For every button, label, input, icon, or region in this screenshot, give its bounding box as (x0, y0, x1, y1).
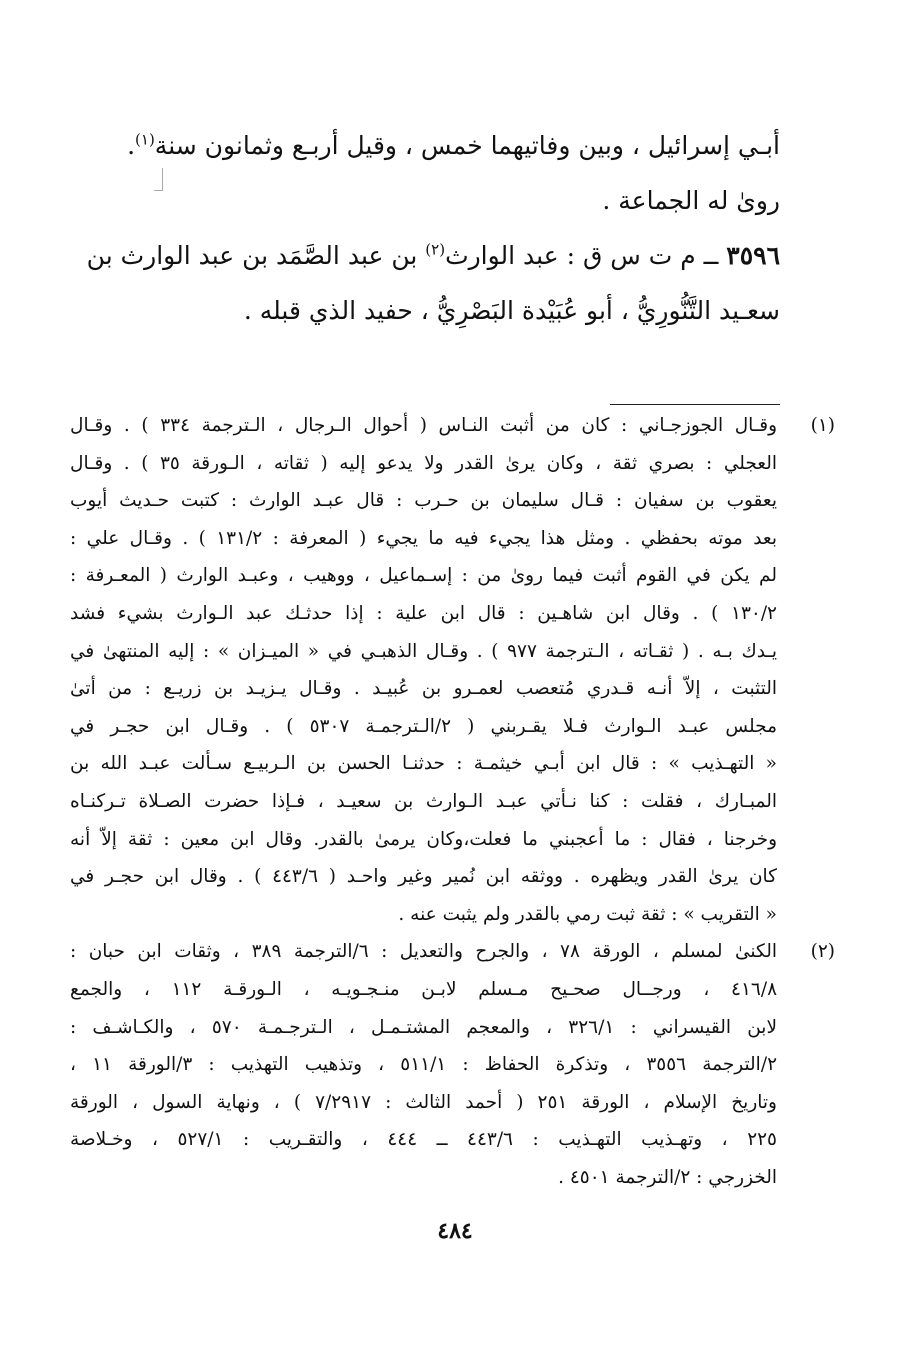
footnote-1 (70, 407, 835, 933)
footnote-ref-2[interactable]: (٢) (425, 240, 446, 259)
entry-number: ٣٥٩٦ (726, 241, 780, 270)
footnote-line: ٢٢٥ ، وتهـذيب التهـذيب : ٤٤٣/٦ ــ ٤٤٤ ، والتقـريب : ٥٢٧/١ ، وخـلاصة (70, 1129, 777, 1151)
footnote-line: التثبت ، إلاّ أنـه قـدري مُتعصب لعمـرو بن عُبيـد . وقـال يـزيـد بن زريـع : من أتىٰ (70, 678, 777, 700)
footnote-line: ٢/الترجمة ٣٥٥٦ ، وتذكرة الحفاظ : ٥١١/١ ، وتذهيب التهذيب : ٣/الورقة ١١ ، (70, 1054, 777, 1076)
footnote-line: وخرجنا ، فقال : ما أعجبني ما فعلت،وكان يرمىٰ بالقدر. وقال ابن معين : ثقة إلاّ أنه (70, 828, 777, 850)
footnote-number: (٢) (810, 941, 835, 963)
footnote-line: وتاريخ الإسلام ، الورقة ٢٥١ ( أحمد الثالث : ٧/٢٩١٧ ) ، ونهاية السول ، الورقة (70, 1091, 777, 1113)
page-number: ٤٨٤ (437, 1218, 473, 1244)
footnote-line: ١٣٠/٢ ) . وقال ابن شاهـين : قال ابن علية : إذا حدثـك عبد الـوارث بشيء فشد (70, 602, 777, 624)
footnote-line: العجلي : بصري ثقة ، وكان يرىٰ القدر ولا يدعو إليه ( ثقاته ، الـورقة ٣٥ ) . وقـال (70, 452, 778, 474)
footnote-2 (70, 933, 835, 1196)
footnotes (70, 407, 835, 1196)
footnote-line: لم يكن في القوم أثبت فيما روىٰ من : إسـماعيل ، ووهيب ، وعبـد الوارث ( المعـرفة : (70, 565, 777, 587)
main-text (72, 118, 780, 338)
entry-name: عبد الوارث (445, 241, 559, 270)
footnote-line: ٤١٦/٨ ، ورجــال صحـيح مـسلم لابـن منـجـويـه ، الـورقـة ١١٢ ، والجمع (70, 978, 778, 1000)
footnote-line: الخزرجي : ٢/الترجمة ٤٥٠١ . (558, 1166, 777, 1188)
footnote-number: (١) (810, 415, 835, 436)
main-line-4: سعـيد التَّنُّورِيُّ ، أبو عُبَيْدة البَصْرِيُّ ، حفيد الذي قبله . (243, 296, 780, 325)
entry-heading: ٣٥٩٦ ــ م ت س ق : عبد الوارث$^{(٢)}$ بن عبد الصَّمَد بن عبد الوارث بن (86, 240, 780, 270)
footnote-line: « التهـذيب » : قال ابن أبـي خيثمـة : حدثنـا الحسن بن الـربيـع سـألت عبـد الله بن (70, 753, 777, 775)
footnote-line: وقـال الجوزجـاني : كان من أثبت النـاس ( أحوال الـرجال ، الـترجمة ٣٣٤ ) . وقـال (70, 415, 778, 436)
footnote-line: « التقريب » : ثقة ثبت رمي بالقدر ولم يثبت عنه . (398, 903, 777, 925)
footnote-line: مجلس عبـد الـوارث فـلا يقـربني ( ٢/الـترجمـة ٥٣٠٧ ) . وقـال ابن حجـر في (70, 715, 777, 737)
footnote-line: بعد موته بحفظي . ومثل هذا يجيء فيه ما يجيء ( المعرفة : ١٣١/٢ ) . وقـال علي : (70, 527, 777, 549)
entry-sigla: ــ م ت س ق : (566, 241, 719, 270)
footnote-line: يـدك بـه . ( ثقـاته ، الـترجمة ٩٧٧ ) . وقـال الذهبـي في « الميـزان » : إليه المنتهىٰ في (70, 640, 777, 662)
footnote-line: الكنىٰ لمسلم ، الورقة ٧٨ ، والجرح والتعديل : ٦/الترجمة ٣٨٩ ، وثقات ابن حبان : (70, 941, 777, 963)
main-line-1: أبـي إسرائيل ، وبين وفاتيهما خمس ، وقيل أربـع وثمانون سنة$^{(١)}$. (127, 130, 780, 160)
footnote-line: يعقوب بن سفيان : قـال سليمان بن حـرب : قال عبـد الوارث : كتبت حـديث أيوب (70, 490, 777, 512)
footnote-line: لابن القيسراني : ٣٢٦/١ ، والمعجم المشتـمـل ، الـترجـمـة ٥٧٠ ، والكـاشـف : (70, 1016, 778, 1038)
footnote-separator (610, 404, 780, 405)
main-line-2: روىٰ له الجماعة . (602, 186, 780, 215)
footnote-ref-1[interactable]: (١) (135, 130, 155, 149)
footnote-line: كان يرىٰ القدر ويظهره . ووثقه ابن نُمير وغير واحـد ( ٤٤٣/٦ ) . وقال ابن حجـر في (70, 866, 777, 888)
footnote-line: المبـارك ، فقلت : كنا نـأتي عبـد الـوارث بن سعيـد ، فـإذا حضرت الصـلاة تـركنـاه (70, 790, 777, 812)
